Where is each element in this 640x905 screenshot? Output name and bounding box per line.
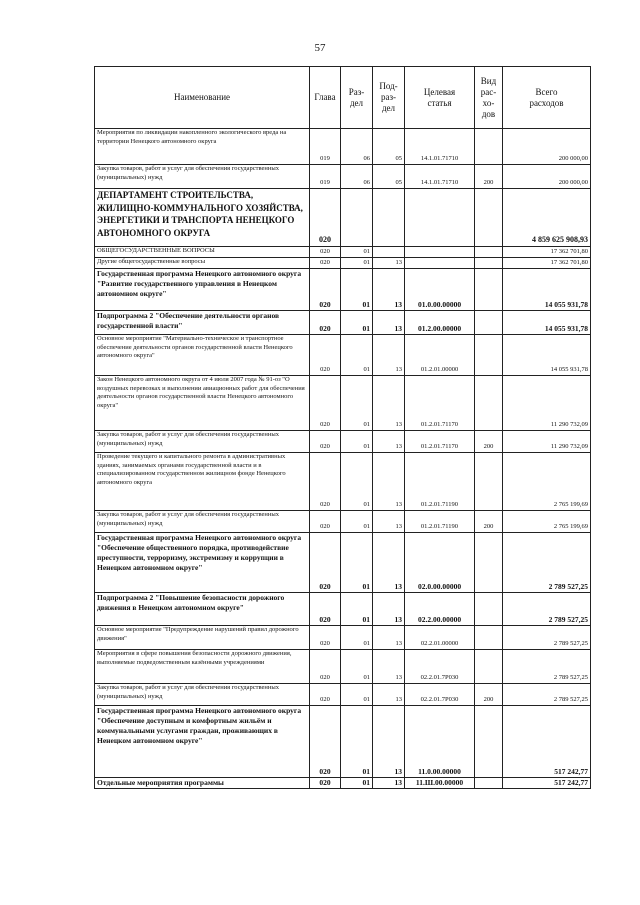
- row-section: 01: [341, 311, 373, 335]
- row-subsection: 05: [373, 129, 405, 165]
- header-expense-type: Вид рас- хо- дов: [475, 67, 503, 129]
- row-expense-type: [475, 593, 503, 626]
- table-row: [95, 247, 591, 258]
- row-section: 01: [341, 706, 373, 778]
- row-name: Проведение текущего и капитального ремонта в административных зданиях, занимаемых органами государственной власти и в специализированном государственном жилищном фонде Ненецкого автономного округа: [95, 453, 310, 511]
- row-target: 02.2.01.7Р030: [405, 650, 475, 684]
- row-section: 01: [341, 453, 373, 511]
- table-row: [95, 626, 591, 650]
- row-expense-type: [475, 311, 503, 335]
- row-subsection: 13: [373, 626, 405, 650]
- row-subsection: 13: [373, 311, 405, 335]
- row-total: 200 000,00: [503, 129, 591, 165]
- table-row: [95, 511, 591, 533]
- row-name: Отдельные мероприятия программы: [95, 778, 310, 789]
- row-chapter: 020: [310, 453, 341, 511]
- row-name: Государственная программа Ненецкого автономного округа "Развитие государственного управления в Ненецком автономном округе": [95, 269, 310, 311]
- row-expense-type: 200: [475, 511, 503, 533]
- row-expense-type: [475, 376, 503, 431]
- row-subsection: 13: [373, 650, 405, 684]
- row-section: 01: [341, 650, 373, 684]
- row-name: Закупка товаров, работ и услуг для обеспечения государственных (муниципальных) нужд: [95, 165, 310, 189]
- row-section: 01: [341, 511, 373, 533]
- row-total: 14 055 931,78: [503, 335, 591, 376]
- row-chapter: 020: [310, 626, 341, 650]
- row-subsection: 13: [373, 335, 405, 376]
- row-subsection: [373, 247, 405, 258]
- row-subsection: 13: [373, 593, 405, 626]
- row-expense-type: [475, 626, 503, 650]
- row-name: Другие общегосударственные вопросы: [95, 258, 310, 269]
- table-row: [95, 165, 591, 189]
- row-section: 01: [341, 684, 373, 706]
- row-total: 2 789 527,25: [503, 650, 591, 684]
- row-chapter: 020: [310, 511, 341, 533]
- table-row: [95, 376, 591, 431]
- row-total: 2 789 527,25: [503, 626, 591, 650]
- table-row: [95, 335, 591, 376]
- row-target: 01.2.01.71170: [405, 376, 475, 431]
- row-target: [405, 247, 475, 258]
- row-name: Государственная программа Ненецкого автономного округа "Обеспечение общественного порядка, противодействие преступности, терроризму, экстремизму и коррупции в Ненецком автономном округе": [95, 533, 310, 593]
- table-row: [95, 431, 591, 453]
- table-row: [95, 650, 591, 684]
- row-total: 517 242,77: [503, 706, 591, 778]
- table-row: [95, 453, 591, 511]
- row-target: 11.0.00.00000: [405, 706, 475, 778]
- row-name: Закон Ненецкого автономного округа от 4 июля 2007 года № 91-оз "О воздушных перевозках и выполнении авиационных работ для обеспечения деятельности органов государственной власти Ненецкого автономного округа": [95, 376, 310, 431]
- row-total: 11 290 732,09: [503, 431, 591, 453]
- row-expense-type: [475, 335, 503, 376]
- row-name: Основное мероприятие "Материально-техническое и транспортное обеспечение деятельности органов государственной власти Ненецкого автономного округа": [95, 335, 310, 376]
- row-section: [341, 189, 373, 247]
- row-subsection: 13: [373, 778, 405, 789]
- row-target: 01.2.01.00000: [405, 335, 475, 376]
- row-chapter: 020: [310, 684, 341, 706]
- header-subsection: Под- раз- дел: [373, 67, 405, 129]
- row-section: 01: [341, 533, 373, 593]
- row-target: 01.2.01.71190: [405, 511, 475, 533]
- row-section: 01: [341, 593, 373, 626]
- row-total: 2 765 199,69: [503, 511, 591, 533]
- table-row-program: [95, 269, 591, 311]
- row-expense-type: [475, 247, 503, 258]
- row-section: 01: [341, 247, 373, 258]
- row-target: 14.1.01.71710: [405, 165, 475, 189]
- row-name: Подпрограмма 2 "Повышение безопасности дорожного движения в Ненецком автономном округе": [95, 593, 310, 626]
- row-subsection: 13: [373, 258, 405, 269]
- row-total: 11 290 732,09: [503, 376, 591, 431]
- row-chapter: 020: [310, 247, 341, 258]
- row-section: 06: [341, 165, 373, 189]
- row-expense-type: [475, 189, 503, 247]
- row-expense-type: [475, 129, 503, 165]
- table-row-subprogram: [95, 593, 591, 626]
- row-total: 200 000,00: [503, 165, 591, 189]
- row-chapter: 020: [310, 533, 341, 593]
- row-subsection: 13: [373, 453, 405, 511]
- table-row: [95, 684, 591, 706]
- row-name: Государственная программа Ненецкого автономного округа "Обеспечение доступным и комфортным жильём и коммунальными услугами граждан, проживающих в Ненецком автономном округе": [95, 706, 310, 778]
- row-name: Мероприятия в сфере повышения безопасности дорожного движения, выполняемые подведомственным казёнными учреждениями: [95, 650, 310, 684]
- row-total: 14 055 931,78: [503, 311, 591, 335]
- row-subsection: 13: [373, 431, 405, 453]
- table-row: [95, 129, 591, 165]
- row-expense-type: 200: [475, 684, 503, 706]
- row-total: 2 789 527,25: [503, 684, 591, 706]
- row-expense-type: 200: [475, 431, 503, 453]
- table-row-subprogram: [95, 311, 591, 335]
- header-section: Раз- дел: [341, 67, 373, 129]
- row-chapter: 020: [310, 189, 341, 247]
- row-chapter: 020: [310, 258, 341, 269]
- row-chapter: 020: [310, 376, 341, 431]
- row-expense-type: [475, 453, 503, 511]
- row-total: 14 055 931,78: [503, 269, 591, 311]
- row-subsection: [373, 189, 405, 247]
- row-expense-type: [475, 269, 503, 311]
- row-section: 01: [341, 376, 373, 431]
- row-name: Закупка товаров, работ и услуг для обеспечения государственных (муниципальных) нужд: [95, 511, 310, 533]
- header-chapter: Глава: [310, 67, 341, 129]
- row-chapter: 020: [310, 593, 341, 626]
- table-row-program: [95, 706, 591, 778]
- row-chapter: 019: [310, 129, 341, 165]
- row-target: 01.0.00.00000: [405, 269, 475, 311]
- row-total: 17 362 701,80: [503, 247, 591, 258]
- row-section: 06: [341, 129, 373, 165]
- row-total: 2 789 527,25: [503, 533, 591, 593]
- row-name: ДЕПАРТАМЕНТ СТРОИТЕЛЬСТВА, ЖИЛИЩНО-КОММУНАЛЬНОГО ХОЗЯЙСТВА, ЭНЕРГЕТИКИ И ТРАНСПОРТА НЕНЕЦКОГО АВТОНОМНОГО ОКРУГА: [95, 189, 310, 247]
- row-expense-type: [475, 650, 503, 684]
- row-target: 02.2.01.00000: [405, 626, 475, 650]
- row-name: Мероприятия по ликвидации накопленного экологического вреда на территории Ненецкого автономного округа: [95, 129, 310, 165]
- header-name: Наименование: [95, 67, 310, 129]
- table-row: [95, 778, 591, 789]
- row-total: 2 765 199,69: [503, 453, 591, 511]
- row-section: 01: [341, 335, 373, 376]
- row-target: 11.Ш.00.00000: [405, 778, 475, 789]
- row-chapter: 020: [310, 311, 341, 335]
- row-target: 01.2.00.00000: [405, 311, 475, 335]
- row-section: 01: [341, 269, 373, 311]
- row-subsection: 13: [373, 684, 405, 706]
- table-header-row: [95, 67, 591, 129]
- row-section: 01: [341, 431, 373, 453]
- row-chapter: 020: [310, 431, 341, 453]
- row-section: 01: [341, 258, 373, 269]
- page-number: 57: [314, 42, 326, 54]
- row-section: 01: [341, 626, 373, 650]
- row-chapter: 020: [310, 778, 341, 789]
- row-total: 2 789 527,25: [503, 593, 591, 626]
- row-name: Основное мероприятие "Предупреждение нарушений правил дорожного движения": [95, 626, 310, 650]
- table-row-department: [95, 189, 591, 247]
- row-expense-type: [475, 258, 503, 269]
- row-name: Закупка товаров, работ и услуг для обеспечения государственных (муниципальных) нужд: [95, 431, 310, 453]
- row-target: 02.0.00.00000: [405, 533, 475, 593]
- row-target: 02.2.00.00000: [405, 593, 475, 626]
- row-target: 01.2.01.71170: [405, 431, 475, 453]
- row-subsection: 13: [373, 706, 405, 778]
- row-name: Подпрограмма 2 "Обеспечение деятельности органов государственной власти": [95, 311, 310, 335]
- row-total: 517 242,77: [503, 778, 591, 789]
- row-total: 4 859 625 908,93: [503, 189, 591, 247]
- row-section: 01: [341, 778, 373, 789]
- row-target: [405, 189, 475, 247]
- row-subsection: 05: [373, 165, 405, 189]
- row-expense-type: [475, 533, 503, 593]
- budget-table: [94, 66, 591, 789]
- row-expense-type: [475, 778, 503, 789]
- row-subsection: 13: [373, 533, 405, 593]
- row-chapter: 020: [310, 335, 341, 376]
- row-target: 02.2.01.7Р030: [405, 684, 475, 706]
- row-target: 14.1.01.71710: [405, 129, 475, 165]
- row-subsection: 13: [373, 269, 405, 311]
- row-expense-type: [475, 706, 503, 778]
- header-total: Всего расходов: [503, 67, 591, 129]
- row-expense-type: 200: [475, 165, 503, 189]
- row-target: [405, 258, 475, 269]
- row-chapter: 020: [310, 650, 341, 684]
- row-chapter: 019: [310, 165, 341, 189]
- row-subsection: 13: [373, 511, 405, 533]
- row-name: Закупка товаров, работ и услуг для обеспечения государственных (муниципальных) нужд: [95, 684, 310, 706]
- table-row-program: [95, 533, 591, 593]
- row-chapter: 020: [310, 269, 341, 311]
- row-name: ОБЩЕГОСУДАРСТВЕННЫЕ ВОПРОСЫ: [95, 247, 310, 258]
- row-chapter: 020: [310, 706, 341, 778]
- table-row: [95, 258, 591, 269]
- row-subsection: 13: [373, 376, 405, 431]
- row-total: 17 362 701,80: [503, 258, 591, 269]
- header-target: Целевая статья: [405, 67, 475, 129]
- row-target: 01.2.01.71190: [405, 453, 475, 511]
